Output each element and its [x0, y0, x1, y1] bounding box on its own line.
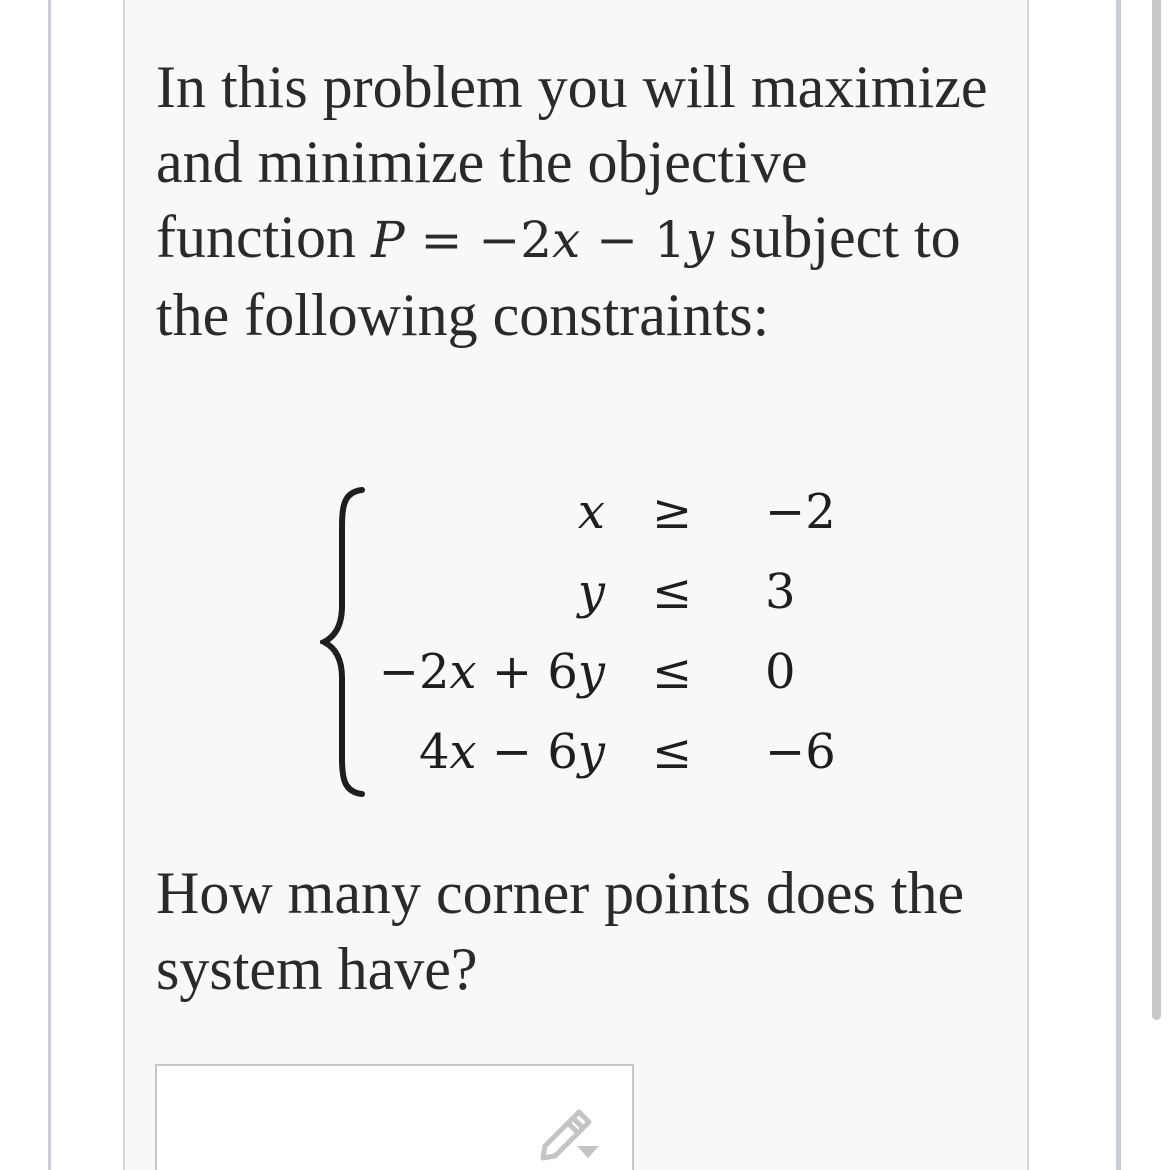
constraint-row-3 [320, 644, 880, 714]
constraint-1-lhs: x [577, 484, 605, 540]
pencil-icon[interactable] [537, 1104, 603, 1164]
constraint-system [320, 484, 880, 800]
constraint-row-2 [320, 564, 880, 634]
constraint-3-relation: ≤ [652, 644, 693, 700]
constraint-2-lhs: y [577, 564, 605, 620]
objective-function: P = −2x − 1y [370, 211, 715, 269]
constraint-2-relation: ≤ [652, 564, 693, 620]
constraint-row-4 [320, 724, 880, 794]
constraint-1-relation: ≥ [652, 484, 693, 540]
constraint-2-rhs: 3 [765, 564, 796, 620]
constraint-3-lhs: −2x + 6y [378, 644, 605, 700]
constraint-4-rhs: −6 [765, 724, 836, 780]
frame-border-right [1116, 0, 1121, 1170]
problem-text-before: In this problem you will maximize and minimize the objective function [156, 54, 988, 270]
problem-statement [156, 50, 1016, 353]
constraint-1-rhs: −2 [765, 484, 836, 540]
problem-text-after: subject to the following constraints: [156, 204, 961, 348]
constraint-4-relation: ≤ [652, 724, 693, 780]
constraint-row-1 [320, 484, 880, 554]
constraint-4-lhs: 4x − 6y [418, 724, 605, 780]
frame-border-left [48, 0, 51, 1170]
constraint-3-rhs: 0 [765, 644, 796, 700]
question-text: How many corner points does the system have? [156, 860, 965, 1002]
scrollbar-thumb[interactable] [1152, 0, 1161, 1020]
